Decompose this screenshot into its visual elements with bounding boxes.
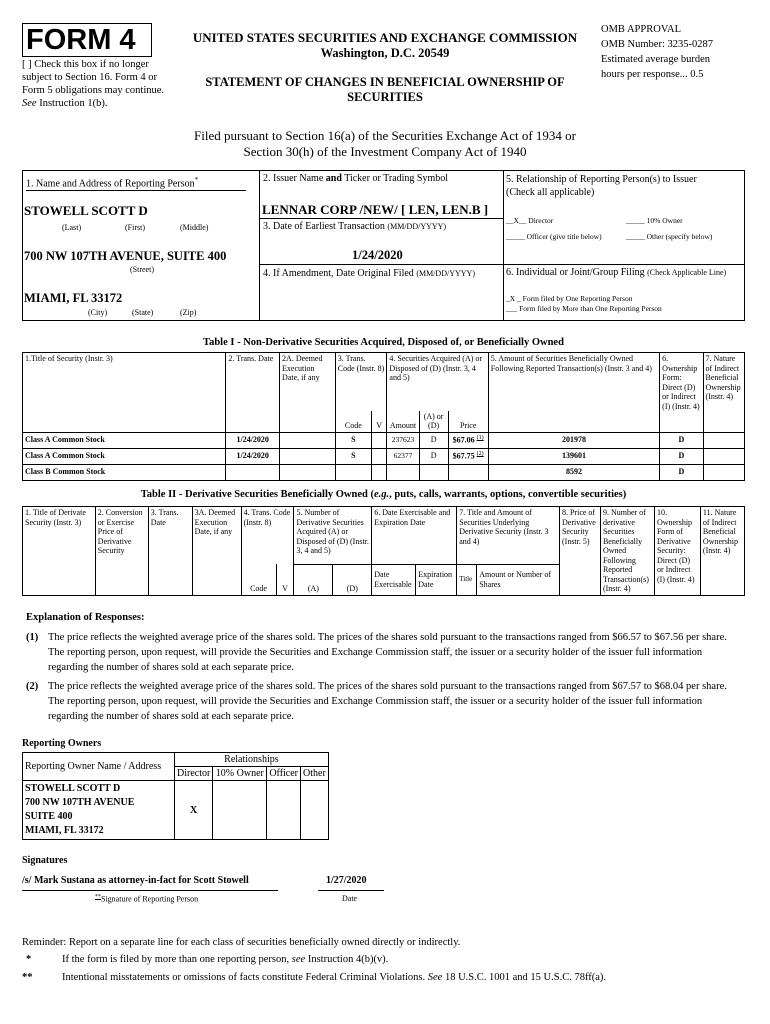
street-address: 700 NW 107TH AVENUE, SUITE 400 (24, 249, 227, 263)
earliest-transaction-date: 1/24/2020 (352, 248, 403, 262)
officer-check[interactable]: _____ Officer (give title below) (506, 232, 602, 241)
t2-s-a: (A) (294, 564, 333, 595)
section-16-checkbox-text[interactable] (22, 58, 172, 110)
table1-title: Table I - Non-Derivative Securities Acquired, Disposed of, or Beneficially Owned (203, 337, 564, 348)
signature-date: 1/27/2020 (326, 875, 367, 886)
t2-h8: 8. Price of Derivative Security (Instr. 5) (559, 507, 600, 596)
t2-s-amount: Amount or Number of Shares (477, 564, 560, 595)
ownership-form: D (660, 448, 703, 464)
t2-h1: 1. Title of Derivate Security (Instr. 3) (23, 507, 96, 596)
box1-label: 1. Name and Address of Reporting Person* (26, 176, 199, 190)
box3-label: 3. Date of Earliest Transaction (MM/DD/YYYY) (263, 221, 447, 232)
box6-label: 6. Individual or Joint/Group Filing (Check Applicable Line) (506, 267, 727, 278)
signature-label: **Signature of Reporting Person (95, 894, 199, 904)
trans-amount: 237623 (387, 432, 419, 448)
t2-h11: 11. Nature of Indirect Beneficial Ownership (Instr. 4) (700, 507, 744, 596)
amount-owned: 139601 (488, 448, 659, 464)
filed-pursuant-line-2: Section 30(h) of the Investment Company Act of 1940 (243, 144, 527, 159)
street-label: (Street) (130, 265, 154, 274)
see-label: See (22, 98, 37, 109)
filed-pursuant-line-1: Filed pursuant to Section 16(a) of the Securities Exchange Act of 1934 or (194, 128, 576, 143)
t1-h-deemed: 2A. Deemed Execution Date, if any (280, 353, 336, 433)
ro-h-officer: Officer (267, 767, 301, 781)
t2-h6: 6. Date Exercisable and Expiration Date (372, 507, 457, 565)
t1-h-acquired: 4. Securities Acquired (A) or Disposed of (D) (Instr. 3, 4 and 5) (387, 353, 488, 411)
agency-city: Washington, D.C. 20549 (320, 46, 450, 60)
t2-h7: 7. Title and Amount of Securities Underlying Derivative Security (Instr. 3 and 4) (457, 507, 560, 565)
issuer-name: LENNAR CORP /NEW/ [ LEN, LEN.B ] (262, 202, 489, 217)
trans-amount: 62377 (387, 448, 419, 464)
trans-date: 1/24/2020 (226, 432, 280, 448)
agency-name: UNITED STATES SECURITIES AND EXCHANGE COMMISSION (192, 30, 578, 45)
middle-label: (Middle) (180, 223, 209, 232)
reporting-owners-table (22, 752, 329, 840)
form-title: FORM 4 (22, 23, 152, 57)
t1-sh-aord: (A) or (D) (419, 411, 448, 433)
reporting-owners-title: Reporting Owners (22, 738, 102, 749)
city-label: (City) (88, 308, 108, 317)
t1-sh-v: V (371, 411, 386, 433)
footnote-double-star: ** (22, 972, 33, 983)
trans-code: S (335, 448, 371, 464)
ten-pct-owner-check[interactable]: _____ 10% Owner (626, 216, 683, 225)
box5-label: 5. Relationship of Reporting Person(s) to Issuer (Check all applicable) (506, 174, 697, 198)
multiple-reporting-persons-check[interactable]: ___ Form filed by More than One Reporting Person (506, 304, 662, 313)
reporting-person-name: STOWELL SCOTT D (24, 203, 148, 218)
box2-label: 2. Issuer Name and Ticker or Trading Symbol (263, 173, 449, 184)
reminder-text: Reminder: Report on a separate line for each class of securities beneficially owned directly or indirectly. (22, 937, 461, 948)
ro-h-name: Reporting Owner Name / Address (23, 753, 175, 781)
statement-title: STATEMENT OF CHANGES IN BENEFICIAL OWNERSHIP OF SECURITIES (205, 75, 565, 104)
t1-sh-price: Price (448, 411, 488, 433)
ro-director-mark: X (175, 781, 213, 840)
t1-h-amount-owned: 5. Amount of Securities Beneficially Owned Following Reported Transaction(s) (Instr. 3 and 4) (488, 353, 659, 433)
t1-h-ownership-form: 6. Ownership Form: Direct (D) or Indirect (I) (Instr. 4) (660, 353, 703, 433)
security-title: Class A Common Stock (23, 448, 226, 464)
trans-price: $67.75 $^{(2)}$ (448, 448, 488, 464)
footnote-star-text: If the form is filed by more than one reporting person, see Instruction 4(b)(v). (62, 954, 389, 965)
table2 (22, 506, 745, 596)
last-label: (Last) (62, 223, 82, 232)
footnote-2-text: The price reflects the weighted average price of the shares sold. The prices of the shares sold pursuant to the transactions ranged from $67.57 to $68.04 per share. The reporting person, upon request, will provide the Securities and Exchange Commission staff, the issuer or a security holder of the issuer full information regarding the number of shares sold at each separate price. (48, 681, 727, 722)
footnote-double-star-text: Intentional misstatements or omissions of facts constitute Federal Criminal Violations. See 18 U.S.C. 1001 and 15 U.S.C. 78ff(a). (62, 972, 607, 983)
ownership-form: D (660, 464, 703, 480)
t2-h3: 3. Trans. Date (148, 507, 192, 596)
first-label: (First) (125, 223, 145, 232)
one-reporting-person-check[interactable]: _X _ Form filed by One Reporting Person (506, 294, 633, 303)
t2-s-d: (D) (333, 564, 372, 595)
ro-h-relationships: Relationships (175, 753, 329, 767)
trans-date: 1/24/2020 (226, 448, 280, 464)
t2-s-title: Title (457, 564, 477, 595)
t2-h3a: 3A. Deemed Execution Date, if any (192, 507, 241, 596)
signer-name: /s/ Mark Sustana as attorney-in-fact for Scott Stowell (22, 875, 249, 886)
signatures-title: Signatures (22, 855, 68, 866)
footnote-link[interactable]: (2) (476, 451, 484, 458)
t2-h5: 5. Number of Derivative Securities Acquired (A) or Disposed of (D) (Instr. 3, 4 and 5) (294, 507, 372, 565)
filed-pursuant (100, 128, 670, 160)
other-check[interactable]: _____ Other (specify below) (626, 232, 713, 241)
t1-h-date: 2. Trans. Date (226, 353, 280, 433)
amount-owned: 201978 (488, 432, 659, 448)
ownership-form: D (660, 432, 703, 448)
omb-approval: OMB APPROVAL (601, 24, 682, 35)
table1 (22, 352, 745, 481)
t2-s-v: V (276, 564, 294, 595)
trans-aord: D (419, 432, 448, 448)
trans-code: S (335, 432, 371, 448)
footnote-2-num: (2) (26, 681, 39, 692)
footnote-1-num: (1) (26, 632, 39, 643)
explanation-title: Explanation of Responses: (26, 612, 145, 623)
omb-number: OMB Number: 3235-0287 (601, 39, 713, 50)
t1-h-code: 3. Trans. Code (Instr. 8) (335, 353, 387, 411)
ro-h-other: Other (301, 767, 329, 781)
t1-h-title: 1.Title of Security (Instr. 3) (23, 353, 226, 433)
footnote-link[interactable]: (1) (476, 435, 484, 442)
t2-s-code: Code (241, 564, 276, 595)
box4-label: 4. If Amendment, Date Original Filed (MM/DD/YYYY) (263, 268, 475, 279)
t2-h10: 10. Ownership Form of Derivative Security: Direct (D) or Indirect (I) (Instr. 4) (654, 507, 700, 596)
t1-sh-code: Code (335, 411, 371, 433)
security-title: Class A Common Stock (23, 432, 226, 448)
omb-burden: Estimated average burden (601, 54, 711, 65)
checkbox-label: [ ] Check this box if no longer subject to Section 16. Form 4 or Form 5 obligations may continue. (22, 59, 165, 96)
ro-h-director: Director (175, 767, 213, 781)
t1-h-nature: 7. Nature of Indirect Beneficial Ownership (Instr. 4) (703, 353, 744, 433)
t2-h4: 4. Trans. Code (Instr. 8) (241, 507, 294, 565)
director-check[interactable]: __X__ Director (506, 216, 554, 225)
date-label: Date (342, 894, 358, 903)
amount-owned: 8592 (488, 464, 659, 480)
ro-h-ten-pct: 10% Owner (213, 767, 267, 781)
table-row (23, 448, 745, 464)
ro-owner-address: STOWELL SCOTT D 700 NW 107TH AVENUE SUITE 400 MIAMI, FL 33172 (23, 781, 175, 840)
trans-price: $67.06 $^{(1)}$ (448, 432, 488, 448)
t2-h9: 9. Number of derivative Securities Beneficially Owned Following Reported Transaction(s) (Instr. 4) (600, 507, 654, 596)
security-title: Class B Common Stock (23, 464, 226, 480)
omb-hours: hours per response... 0.5 (601, 69, 704, 80)
t2-s-expiration: Expiration Date (416, 564, 457, 595)
table-row (23, 432, 745, 448)
t2-s-exercisable: Date Exercisable (372, 564, 416, 595)
footnote-1-text: The price reflects the weighted average price of the shares sold. The prices of the shares sold pursuant to the transactions ranged from $66.57 to $67.56 per share. The reporting person, upon request, will provide the Securities and Exchange Commission staff, the issuer or a security holder of the issuer full information regarding the number of shares sold at each separate price. (48, 632, 727, 673)
table-row (23, 464, 745, 480)
footnote-star: * (26, 954, 32, 965)
table2-title: Table II - Derivative Securities Beneficially Owned (e.g., puts, calls, warrants, options, convertible securities) (140, 489, 627, 500)
omb-box (601, 22, 713, 82)
city-state-zip: MIAMI, FL 33172 (24, 291, 123, 305)
t2-h2: 2. Conversion or Exercise Price of Derivative Security (95, 507, 148, 596)
t1-sh-amount: Amount (387, 411, 419, 433)
instruction-ref: Instruction 1(b). (39, 98, 108, 109)
trans-aord: D (419, 448, 448, 464)
zip-label: (Zip) (180, 308, 197, 317)
state-label: (State) (132, 308, 154, 317)
